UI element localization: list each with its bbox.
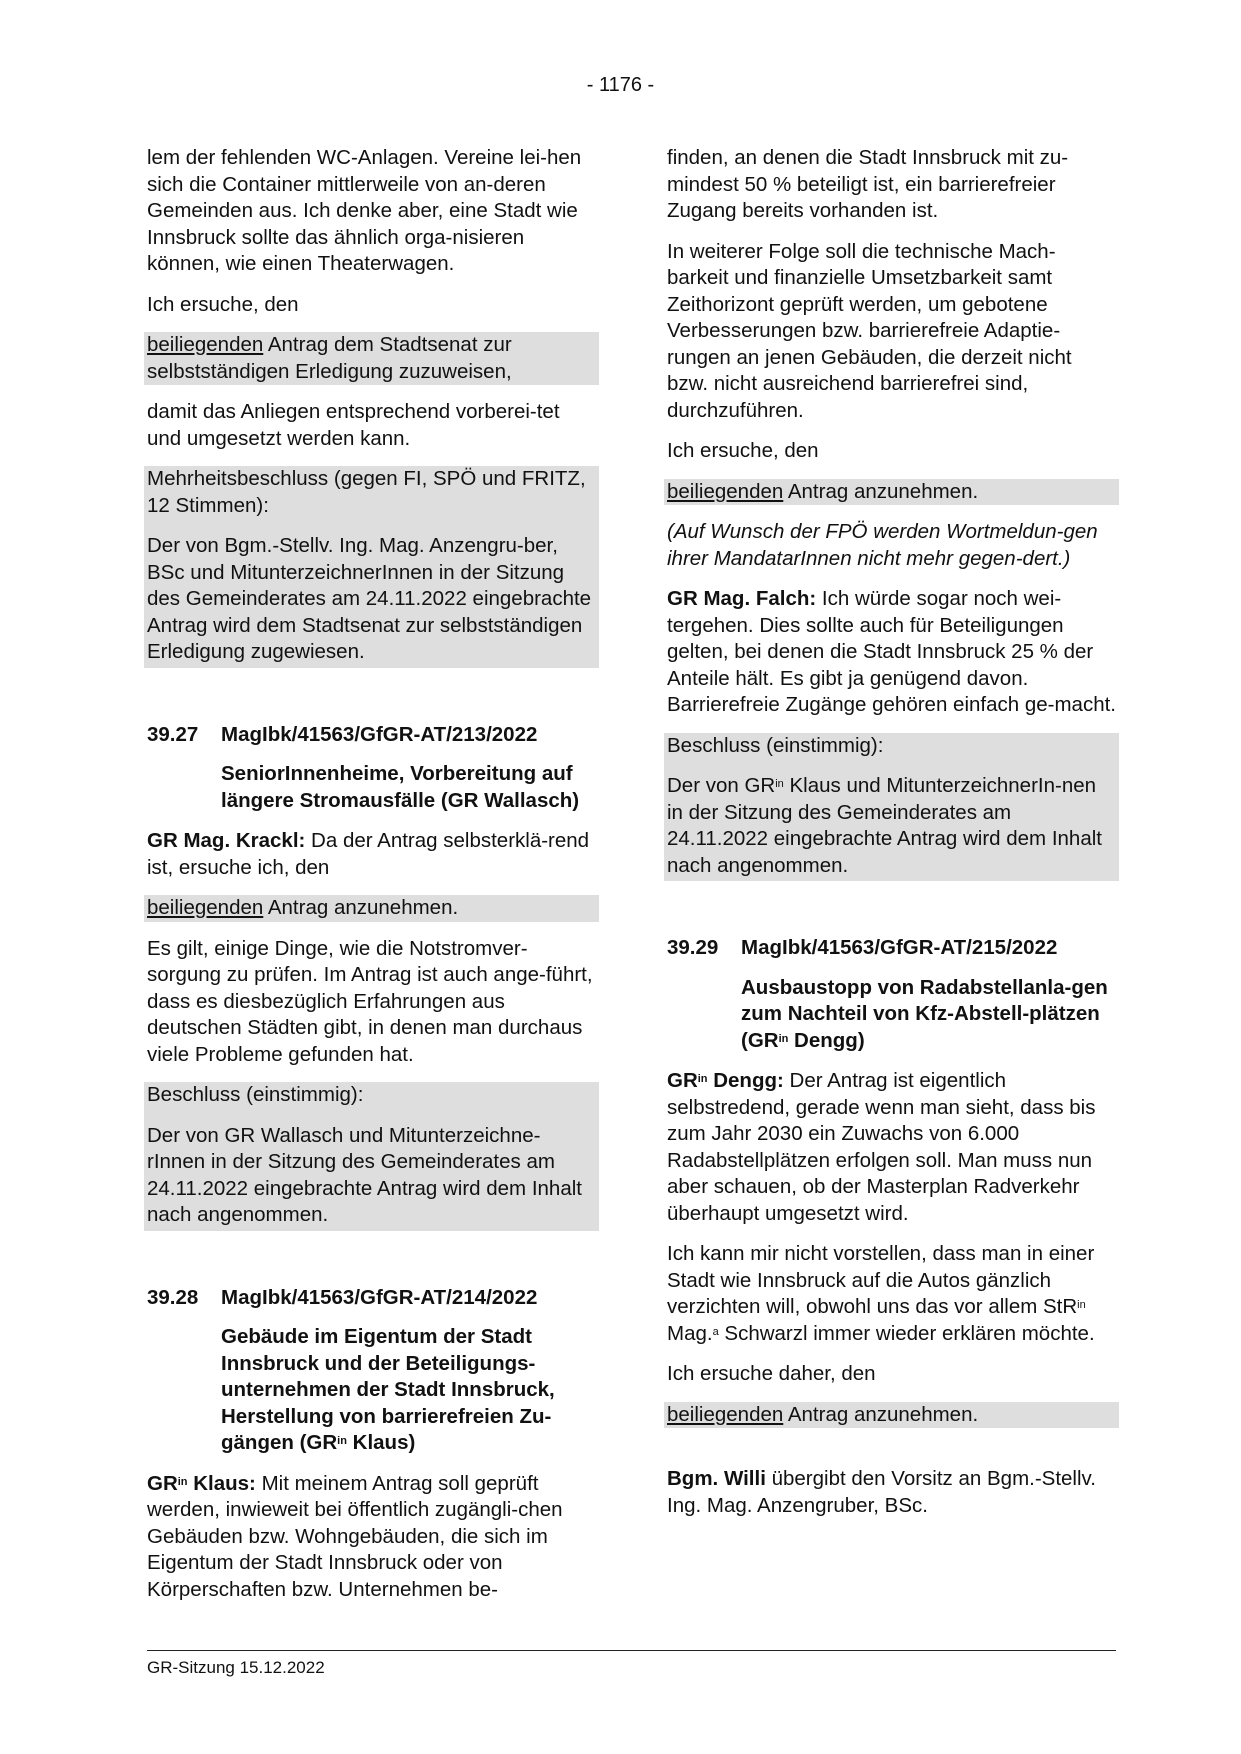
resolution-text: Der von GR Wallasch und Mitunterzeichne-rInnen in der Sitzung des Gemeinderates am 24.11.2022 eingebrachte Antrag wird dem Inhalt nach angenommen. [147, 1123, 582, 1226]
underlined-word: beiliegenden [147, 333, 264, 356]
paragraph: Ich ersuche daher, den [667, 1362, 876, 1385]
motion-text: Antrag dem Stadtsenat zur selbstständigen Erledigung zuzuweisen, [147, 333, 512, 383]
speech [147, 1471, 596, 1604]
underlined-word: beiliegenden [667, 479, 784, 503]
section-code: MagIbk/41563/GfGR-AT/214/2022 [221, 1285, 538, 1309]
section-number: 39.27 [147, 722, 199, 746]
speaker-name: GR Mag. Krackl: [147, 829, 306, 852]
speech [667, 1068, 1116, 1227]
speech-text: Mit meinem Antrag soll geprüft werden, inwieweit bei öffentlich zugängli-chen Gebäuden bzw. Wohngebäuden, die sich im Eigentum der Stadt Innsbruck oder von Körperschaften bzw. Unternehmen be- [147, 1471, 563, 1601]
speech-text: Ich würde sogar noch wei-tergehen. Dies sollte auch für Beteiligungen gelten, bei denen die Stadt Innsbruck 25 % der Anteile hält. Es gibt ja genügend davon. Barrierefreie Zugänge gehören einfach ge-macht. [667, 587, 1116, 716]
paragraph: finden, an denen die Stadt Innsbruck mit zu-mindest 50 % beteiligt ist, ein barrierefreier Zugang bereits vorhanden ist. [667, 146, 1069, 222]
left-column [147, 145, 596, 1617]
section-code: MagIbk/41563/GfGR-AT/213/2022 [221, 722, 538, 746]
resolution-heading: Mehrheitsbeschluss (gegen FI, SPÖ und FRITZ, 12 Stimmen): [147, 467, 586, 517]
motion-highlight [144, 332, 599, 385]
motion-text: Antrag anzunehmen. [263, 896, 459, 919]
paragraph: Ich ersuche, den [147, 292, 299, 316]
motion-highlight [144, 895, 599, 922]
resolution-heading: Beschluss (einstimmig): [147, 1083, 364, 1106]
motion-text: Antrag anzunehmen. [783, 479, 979, 503]
speech-text: Der Antrag ist eigentlich selbstredend, gerade wenn man sieht, dass bis zum Jahr 2030 ein Zuwachs von 6.000 Radabstellplätzen erfolgen soll. Man muss nun aber schauen, ob der Masterplan Radverkehr überhaupt umgesetzt wird. [667, 1069, 1096, 1225]
section-number: 39.28 [147, 1285, 199, 1309]
resolution-block [664, 733, 1119, 882]
speech [667, 586, 1116, 719]
motion-highlight [664, 1402, 1119, 1429]
speaker-name: $GR^{in}$ Dengg: [667, 1069, 784, 1092]
footer-divider [147, 1650, 1116, 1651]
underlined-word: beiliegenden [147, 896, 264, 919]
speaker-name: Bgm. Willi [667, 1467, 766, 1490]
paragraph: Ich kann mir nicht vorstellen, dass man in einer Stadt wie Innsbruck auf die Autos gänzlich verzichten will, obwohl uns das vor allem StR$^{in}$ Mag.$^a$ Schwarzl immer wieder erklären möchte. [667, 1242, 1095, 1345]
footer-text: GR-Sitzung 15.12.2022 [147, 1658, 325, 1677]
motion-text: Antrag anzunehmen. [783, 1402, 979, 1426]
paragraph: Ich ersuche, den [667, 439, 819, 462]
right-column [667, 145, 1116, 1533]
underlined-word: beiliegenden [667, 1402, 784, 1426]
section-heading-39-27 [147, 722, 596, 749]
speech-text: übergibt den Vorsitz an Bgm.-Stellv. Ing. Mag. Anzengruber, BSc. [667, 1467, 1096, 1517]
paragraph: lem der fehlenden WC-Anlagen. Vereine lei-hen sich die Container mittlerweile von an-deren Gemeinden aus. Ich denke aber, eine Stadt wie Innsbruck sollte das ähnlich orga-nisieren können, wie einen Theaterwagen. [147, 146, 582, 275]
section-heading-39-28 [147, 1285, 596, 1312]
section-number: 39.29 [667, 936, 719, 959]
section-title: Ausbaustopp von Radabstellanla-gen zum Nachteil von Kfz-Abstell-plätzen ($GR^{in}$ Dengg) [741, 975, 1108, 1052]
speech-text: Da der Antrag selbsterklä-rend ist, ersuche ich, den [147, 829, 590, 879]
speech [667, 1466, 1116, 1519]
speaker-name: $GR^{in}$ Klaus: [147, 1471, 256, 1495]
resolution-block [144, 466, 599, 668]
motion-highlight [664, 479, 1119, 506]
italic-note: (Auf Wunsch der FPÖ werden Wortmeldun-gen ihrer MandatarInnen nicht mehr gegen-dert.) [667, 520, 1098, 570]
paragraph: Es gilt, einige Dinge, wie die Notstromver-sorgung zu prüfen. Im Antrag ist auch ange-führt, dass es diesbezüglich Erfahrungen aus deutschen Städten gibt, in denen man durchaus viele Probleme gefunden hat. [147, 936, 593, 1066]
resolution-block [144, 1082, 599, 1231]
resolution-heading: Beschluss (einstimmig): [667, 733, 884, 757]
paragraph: damit das Anliegen entsprechend vorberei-tet und umgesetzt werden kann. [147, 400, 560, 450]
resolution-text: Der von Bgm.-Stellv. Ing. Mag. Anzengru-ber, BSc und MitunterzeichnerInnen in der Sitzung des Gemeinderates am 24.11.2022 eingebrachte Antrag wird dem Stadtsenat zur selbstständigen Erledigung zugewiesen. [147, 534, 592, 663]
section-title: SeniorInnenheime, Vorbereitung auf längere Stromausfälle (GR Wallasch) [221, 762, 580, 812]
paragraph: In weiterer Folge soll die technische Mach-barkeit und finanzielle Umsetzbarkeit samt Zeithorizont geprüft werden, um gebotene Verbesserungen bzw. barrierefreie Adaptie-rungen an jenen Gebäuden, die derzeit nicht bzw. nicht ausreichend barrierefrei sind, durchzuführen. [667, 239, 1072, 422]
speaker-name: GR Mag. Falch: [667, 587, 817, 610]
section-heading-39-29 [667, 935, 1116, 962]
resolution-text: Der von $GR^{in}$ Klaus und MitunterzeichnerIn-nen in der Sitzung des Gemeinderates am 24.11.2022 eingebrachte Antrag wird dem Inhalt nach angenommen. [667, 774, 1102, 877]
page-number: - 1176 - [586, 74, 655, 96]
speech [147, 828, 596, 881]
section-code: MagIbk/41563/GfGR-AT/215/2022 [741, 936, 1058, 959]
section-title: Gebäude im Eigentum der Stadt Innsbruck und der Beteiligungs-unternehmen der Stadt Innsbruck, Herstellung von barrierefreien Zu-gängen ($GR^{in}$ Klaus) [221, 1325, 555, 1454]
